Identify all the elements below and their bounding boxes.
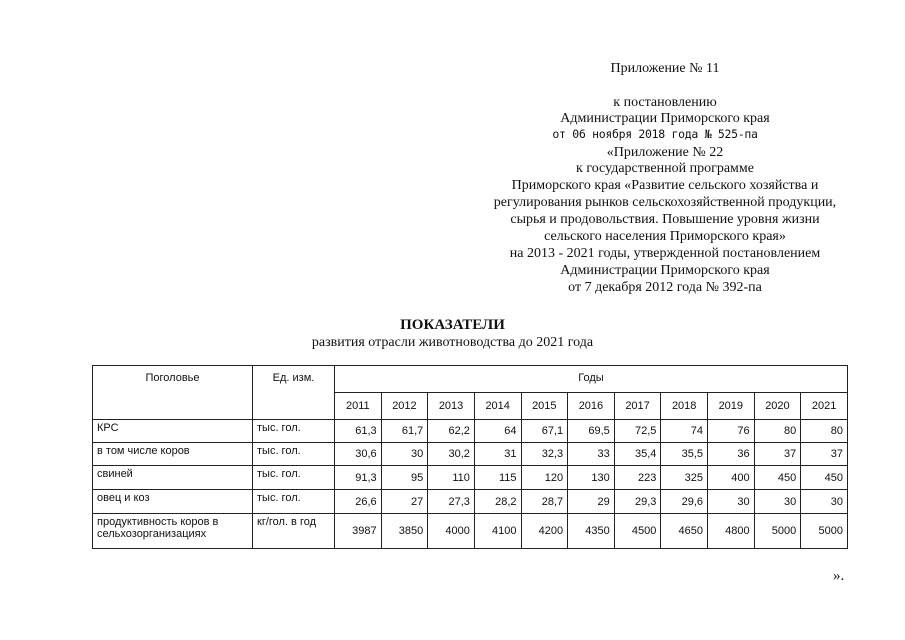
value-cell-2012: 27 bbox=[381, 490, 428, 514]
value-cell-2014: 64 bbox=[474, 420, 521, 443]
program-line-6: регулирования рынков сельскохозяйственной продукции, bbox=[493, 195, 837, 210]
value-cell-2014: 115 bbox=[474, 466, 521, 490]
value-cell-2012: 95 bbox=[381, 466, 428, 490]
value-cell-2013: 27,3 bbox=[428, 490, 475, 514]
value-cell-2011: 61,3 bbox=[335, 420, 382, 443]
value-cell-2019: 4800 bbox=[708, 514, 755, 549]
value-cell-2021: 80 bbox=[801, 420, 848, 443]
value-cell-2013: 62,2 bbox=[428, 420, 475, 443]
year-header-2015: 2015 bbox=[521, 393, 568, 420]
program-line-7: сырья и продовольствия. Повышение уровня жизни bbox=[510, 212, 820, 227]
value-cell-2017: 223 bbox=[614, 466, 661, 490]
value-cell-2021: 30 bbox=[801, 490, 848, 514]
value-cell-2021: 450 bbox=[801, 466, 848, 490]
value-cell-2013: 4000 bbox=[428, 514, 475, 549]
value-cell-2020: 80 bbox=[754, 420, 801, 443]
value-cell-2011: 30,6 bbox=[335, 443, 382, 466]
value-cell-2011: 26,6 bbox=[335, 490, 382, 514]
value-cell-2012: 30 bbox=[381, 443, 428, 466]
program-line-8: сельского населения Приморского края» bbox=[544, 229, 786, 244]
row-unit: тыс. гол. bbox=[253, 490, 335, 514]
value-cell-2016: 29 bbox=[568, 490, 615, 514]
unit-header: Ед. изм. bbox=[253, 366, 335, 420]
value-cell-2017: 72,5 bbox=[614, 420, 661, 443]
value-cell-2018: 29,6 bbox=[661, 490, 708, 514]
value-cell-2013: 110 bbox=[428, 466, 475, 490]
decree-line-1: к постановлению bbox=[613, 95, 717, 110]
value-cell-2021: 37 bbox=[801, 443, 848, 466]
table-row bbox=[93, 514, 848, 549]
value-cell-2019: 400 bbox=[708, 466, 755, 490]
year-header-2014: 2014 bbox=[474, 393, 521, 420]
row-unit: тыс. гол. bbox=[253, 443, 335, 466]
value-cell-2019: 36 bbox=[708, 443, 755, 466]
year-header-2011: 2011 bbox=[335, 393, 382, 420]
value-cell-2015: 28,7 bbox=[521, 490, 568, 514]
table-row bbox=[93, 490, 848, 514]
decree-line-2: Администрации Приморского края bbox=[560, 111, 770, 126]
value-cell-2016: 69,5 bbox=[568, 420, 615, 443]
value-cell-2011: 91,3 bbox=[335, 466, 382, 490]
value-cell-2020: 5000 bbox=[754, 514, 801, 549]
row-label: КРС bbox=[93, 420, 253, 443]
value-cell-2012: 3850 bbox=[381, 514, 428, 549]
program-line-9: на 2013 - 2021 годы, утвержденной постановлением bbox=[509, 246, 821, 261]
closing-quote: ». bbox=[833, 568, 845, 584]
value-cell-2016: 33 bbox=[568, 443, 615, 466]
row-label: овец и коз bbox=[93, 490, 253, 514]
value-cell-2017: 29,3 bbox=[614, 490, 661, 514]
value-cell-2017: 35,4 bbox=[614, 443, 661, 466]
value-cell-2016: 130 bbox=[568, 466, 615, 490]
year-header-2020: 2020 bbox=[754, 393, 801, 420]
year-header-2017: 2017 bbox=[614, 393, 661, 420]
value-cell-2015: 32,3 bbox=[521, 443, 568, 466]
value-cell-2016: 4350 bbox=[568, 514, 615, 549]
row-unit: кг/гол. в год bbox=[253, 514, 335, 549]
table-row bbox=[93, 443, 848, 466]
value-cell-2014: 28,2 bbox=[474, 490, 521, 514]
value-cell-2018: 325 bbox=[661, 466, 708, 490]
value-cell-2020: 30 bbox=[754, 490, 801, 514]
year-header-2013: 2013 bbox=[428, 393, 475, 420]
livestock-header: Поголовье bbox=[93, 366, 253, 420]
document-subtitle: развития отрасли животноводства до 2021 года bbox=[311, 335, 594, 350]
value-cell-2015: 120 bbox=[521, 466, 568, 490]
value-cell-2012: 61,7 bbox=[381, 420, 428, 443]
decree-date-stamp: от 06 ноября 2018 года № 525-па bbox=[552, 127, 758, 141]
value-cell-2020: 450 bbox=[754, 466, 801, 490]
value-cell-2017: 4500 bbox=[614, 514, 661, 549]
indicators-table bbox=[92, 365, 848, 549]
program-line-4: к государственной программе bbox=[576, 161, 754, 176]
value-cell-2018: 74 bbox=[661, 420, 708, 443]
year-header-2021: 2021 bbox=[801, 393, 848, 420]
value-cell-2018: 35,5 bbox=[661, 443, 708, 466]
value-cell-2020: 37 bbox=[754, 443, 801, 466]
value-cell-2015: 4200 bbox=[521, 514, 568, 549]
value-cell-2014: 31 bbox=[474, 443, 521, 466]
program-line-10: Администрации Приморского края bbox=[560, 263, 770, 278]
table-row bbox=[93, 420, 848, 443]
year-header-2016: 2016 bbox=[568, 393, 615, 420]
document-title: ПОКАЗАТЕЛИ bbox=[400, 317, 505, 333]
year-header-2012: 2012 bbox=[381, 393, 428, 420]
year-header-2018: 2018 bbox=[661, 393, 708, 420]
value-cell-2013: 30,2 bbox=[428, 443, 475, 466]
row-unit: тыс. гол. bbox=[253, 420, 335, 443]
appendix-number: Приложение № 11 bbox=[610, 61, 720, 76]
years-header: Годы bbox=[335, 366, 848, 393]
table-row bbox=[93, 466, 848, 490]
year-header-2019: 2019 bbox=[708, 393, 755, 420]
value-cell-2015: 67,1 bbox=[521, 420, 568, 443]
row-label: в том числе коров bbox=[93, 443, 253, 466]
value-cell-2019: 76 bbox=[708, 420, 755, 443]
value-cell-2021: 5000 bbox=[801, 514, 848, 549]
row-label: свиней bbox=[93, 466, 253, 490]
row-unit: тыс. гол. bbox=[253, 466, 335, 490]
value-cell-2019: 30 bbox=[708, 490, 755, 514]
program-line-5: Приморского края «Развитие сельского хозяйства и bbox=[511, 178, 819, 193]
value-cell-2014: 4100 bbox=[474, 514, 521, 549]
program-appendix: «Приложение № 22 bbox=[606, 145, 724, 160]
row-label: продуктивность коров в сельхозорганизациях bbox=[93, 514, 253, 549]
value-cell-2011: 3987 bbox=[335, 514, 382, 549]
program-line-11: от 7 декабря 2012 года № 392-па bbox=[568, 280, 762, 295]
value-cell-2018: 4650 bbox=[661, 514, 708, 549]
